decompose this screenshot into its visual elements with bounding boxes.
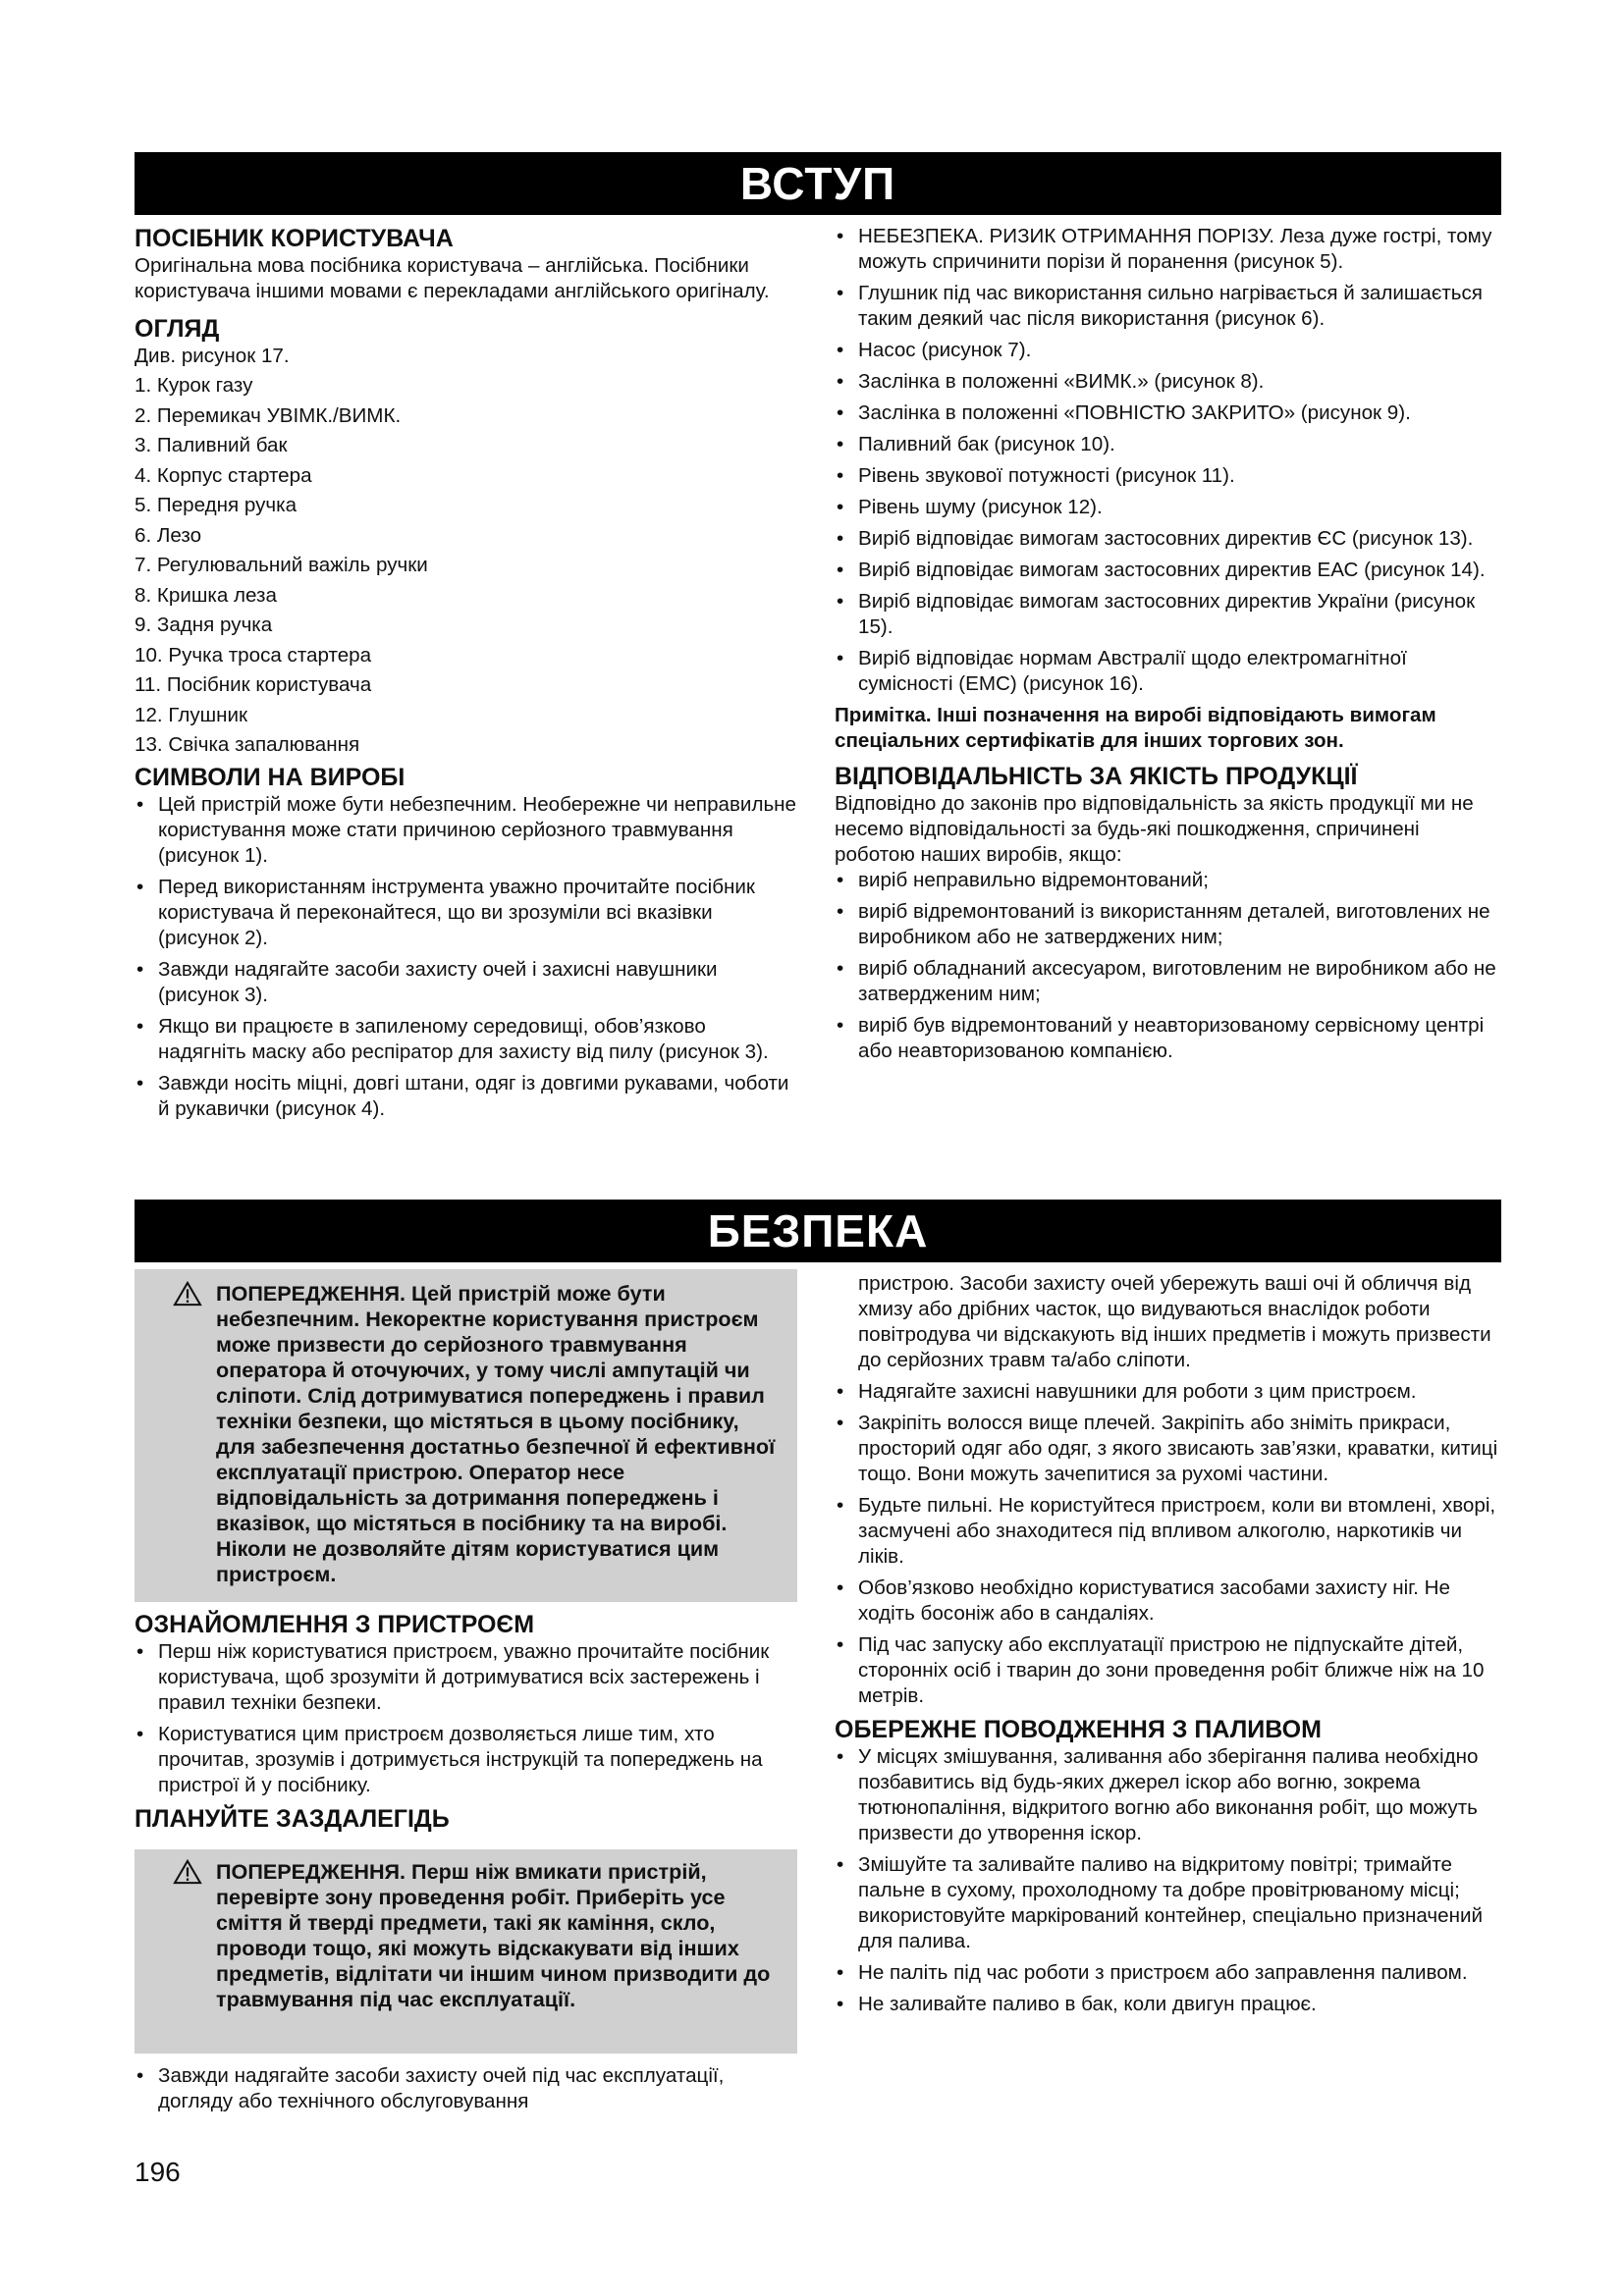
symbols-heading: СИМВОЛИ НА ВИРОБІ: [135, 763, 406, 791]
list-item: 5. Передня ручка: [135, 494, 298, 516]
list-item: • Заслінка в положенні «ВИМК.» (рисунок 8).: [835, 369, 1502, 395]
list-item: • Якщо ви працюєте в запиленому середовищі, обов’язково надягніть маску або респіратор для захисту від пилу (рисунок 3).: [135, 1014, 797, 1065]
list-item: 2. Перемикач УВІМК./ВИМК.: [135, 403, 402, 427]
list-item: 6. Лезо: [135, 523, 202, 547]
safety-left-column: [135, 1610, 797, 1834]
familiarize-list: [135, 1639, 797, 1798]
fuel-list: [835, 1744, 1502, 2017]
list-item: 8. Кришка леза: [135, 583, 277, 607]
list-item: • Виріб відповідає нормам Австралії щодо електромагнітної сумісності (EMC) (рисунок 16).: [835, 646, 1502, 697]
list-item: • Глушник під час використання сильно нагрівається й залишається таким деякий час після використання (рисунок 6).: [835, 281, 1502, 332]
liability-list: [835, 868, 1502, 1064]
list-item: 3. Паливний бак: [135, 434, 288, 456]
list-item: • Виріб відповідає вимогам застосовних директив України (рисунок 15).: [835, 589, 1502, 640]
list-item: 7. Регулювальний важіль ручки: [135, 554, 428, 576]
warning-box-general: [135, 1269, 797, 1602]
list-item: • Обов’язково необхідно користуватися засобами захисту ніг. Не ходіть босоніж або в сандаліях.: [835, 1575, 1502, 1627]
list-item: • Завжди надягайте засоби захисту очей і захисні навушники (рисунок 3).: [135, 957, 797, 1008]
list-item: • Завжди надягайте засоби захисту очей під час експлуатації, догляду або технічного обслуговування: [135, 2063, 797, 2114]
warning-triangle-icon: [172, 1281, 203, 1307]
list-item: 1. Курок газу: [135, 374, 253, 397]
list-item: • Не паліть під час роботи з пристроєм або заправлення паливом.: [835, 1960, 1502, 1986]
manual-heading: ПОСІБНИК КОРИСТУВАЧА: [135, 225, 454, 252]
list-item: 4. Корпус стартера: [135, 463, 312, 487]
list-item: • Перед використанням інструмента уважно прочитайте посібник користувача й переконайтеся, що ви зрозуміли всі вказівки (рисунок 2).: [135, 875, 797, 951]
list-item: • Завжди носіть міцні, довгі штани, одяг із довгими рукавами, чоботи й рукавички (рисунок 4).: [135, 1071, 797, 1122]
eye-protection-list: [135, 2063, 797, 2114]
symbols-list-right: [835, 224, 1502, 697]
list-item: • Будьте пильні. Не користуйтеся пристроєм, коли ви втомлені, хворі, засмучені або знаходитеся під впливом алкоголю, наркотиків чи ліків.: [835, 1493, 1502, 1570]
list-item: • Змішуйте та заливайте паливо на відкритому повітрі; тримайте пальне в сухому, прохолодному та добре провітрюваному місці; використовуйте маркірований контейнер, спеціально призначений для палива.: [835, 1852, 1502, 1954]
warning-triangle-icon: [172, 1859, 203, 1885]
list-item: 9. Задня ручка: [135, 614, 273, 636]
continued-text: пристрою. Засоби захисту очей убережуть ваші очі й обличчя від хмизу або дрібних часток, що видуваються внаслідок роботи повітродува чи відскакують від інших предметів і можуть призвести до серйозних травм та/або сліпоти.: [858, 1272, 1491, 1371]
intro-left-column: [135, 224, 797, 1128]
list-item: • Перш ніж користуватися пристроєм, уважно прочитайте посібник користувача, щоб зрозуміти й дотримуватися всіх застережень і правил техніки безпеки.: [135, 1639, 797, 1716]
list-item: • Закріпіть волосся вище плечей. Закріпіть або зніміть прикраси, просторий одяг або одяг, з якого звисають зав’язки, краватки, китиці тощо. Вони можуть зачепитися за рухомі частини.: [835, 1411, 1502, 1487]
safety-left-column-bottom: [135, 2063, 797, 2120]
fuel-heading: ОБЕРЕЖНЕ ПОВОДЖЕННЯ З ПАЛИВОМ: [835, 1716, 1322, 1743]
list-item: 10. Ручка троса стартера: [135, 643, 372, 667]
warning-text: ПОПЕРЕДЖЕННЯ. Цей пристрій може бути небезпечним. Некоректне користування пристроєм може призвести до серйозного травмування оператора й оточуючих, у тому числі ампутацій чи сліпоти. Слід дотримуватися попереджень і правил техніки безпеки, що містяться в цьому посібнику, для забезпечення достатньо безпечної й ефективної експлуатації пристрою. Оператор несе відповідальність за дотримання попереджень і вказівок, що містяться в посібнику та на виробі. Ніколи не дозволяйте дітям користуватися цим пристроєм.: [216, 1281, 776, 1586]
list-item: • Паливний бак (рисунок 10).: [835, 432, 1502, 457]
liability-text: Відповідно до законів про відповідальність за якість продукції ми не несемо відповідальності за будь-які пошкодження, спричинені роботою наших виробів, якщо:: [835, 792, 1474, 866]
overview-heading: ОГЛЯД: [135, 315, 220, 343]
plan-heading: ПЛАНУЙТЕ ЗАЗДАЛЕГІДЬ: [135, 1805, 450, 1833]
list-item: • виріб був відремонтований у неавторизованому сервісному центрі або неавторизованою компанією.: [835, 1013, 1502, 1064]
liability-heading: ВІДПОВІДАЛЬНІСТЬ ЗА ЯКІСТЬ ПРОДУКЦІЇ: [835, 763, 1358, 790]
list-item: • Користуватися цим пристроєм дозволяється лише тим, хто прочитав, зрозумів і дотримується інструкцій та попереджень на пристрої й у посібнику.: [135, 1722, 797, 1798]
list-item: • У місцях змішування, заливання або зберігання палива необхідно позбавитись від будь-яких джерел іскор або вогню, зокрема тютюнопаління, відкритого вогню або виконання робіт, що можуть призвести до утворення іскор.: [835, 1744, 1502, 1846]
list-item: • Не заливайте паливо в бак, коли двигун працює.: [835, 1992, 1502, 2017]
parts-list: [135, 373, 797, 758]
list-item: • Надягайте захисні навушники для роботи з цим пристроєм.: [835, 1379, 1502, 1405]
list-item: • Насос (рисунок 7).: [835, 338, 1502, 363]
list-item: • Рівень звукової потужності (рисунок 11).: [835, 463, 1502, 489]
list-item: 12. Глушник: [135, 703, 248, 726]
list-item: • виріб неправильно відремонтований;: [835, 868, 1502, 893]
overview-ref: Див. рисунок 17.: [135, 345, 290, 367]
warning-text: ПОПЕРЕДЖЕННЯ. Перш ніж вмикати пристрій, перевірте зону проведення робіт. Приберіть усе сміття й тверді предмети, такі як каміння, скло, проводи тощо, які можуть відскакувати від інших предметів, відлітати чи іншим чином призводити до травмування під час експлуатації.: [216, 1859, 771, 2011]
intro-banner: ВСТУП: [135, 152, 1501, 215]
list-item: 11. Посібник користувача: [135, 673, 372, 696]
safety-right-column: [835, 1271, 1502, 2023]
list-item: • Заслінка в положенні «ПОВНІСТЮ ЗАКРИТО» (рисунок 9).: [835, 400, 1502, 426]
symbols-list-left: [135, 792, 797, 1122]
intro-right-column: [835, 224, 1502, 1070]
list-item: • Виріб відповідає вимогам застосовних директив ЄС (рисунок 13).: [835, 526, 1502, 552]
list-item: • Під час запуску або експлуатації пристрою не підпускайте дітей, сторонніх осіб і тварин до зони проведення робіт ближче ніж на 10 метрів.: [835, 1632, 1502, 1709]
list-item: • виріб відремонтований із використанням деталей, виготовлених не виробником або не затверджених ним;: [835, 899, 1502, 950]
list-item: • Виріб відповідає вимогам застосовних директив ЕАС (рисунок 14).: [835, 558, 1502, 583]
manual-text: Оригінальна мова посібника користувача – англійська. Посібники користувача іншими мовами є перекладами англійського оригіналу.: [135, 254, 770, 302]
list-item: • Цей пристрій може бути небезпечним. Необережне чи неправильне користування може стати причиною серйозного травмування (рисунок 1).: [135, 792, 797, 869]
list-item: • Рівень шуму (рисунок 12).: [835, 495, 1502, 520]
page-number: 196: [135, 2157, 181, 2187]
safety-banner: БЕЗПЕКА: [135, 1200, 1501, 1262]
ppe-list: [835, 1379, 1502, 1709]
list-item: 13. Свічка запалювання: [135, 733, 360, 756]
list-item: • НЕБЕЗПЕКА. РИЗИК ОТРИМАННЯ ПОРІЗУ. Леза дуже гострі, тому можуть спричинити порізи й поранення (рисунок 5).: [835, 224, 1502, 275]
list-item: • виріб обладнаний аксесуаром, виготовленим не виробником або не затвердженим ним;: [835, 956, 1502, 1007]
symbols-note: Примітка. Інші позначення на виробі відповідають вимогам спеціальних сертифікатів для інших торгових зон.: [835, 704, 1436, 752]
warning-box-area: [135, 1849, 797, 2054]
familiarize-heading: ОЗНАЙОМЛЕННЯ З ПРИСТРОЄМ: [135, 1611, 535, 1638]
